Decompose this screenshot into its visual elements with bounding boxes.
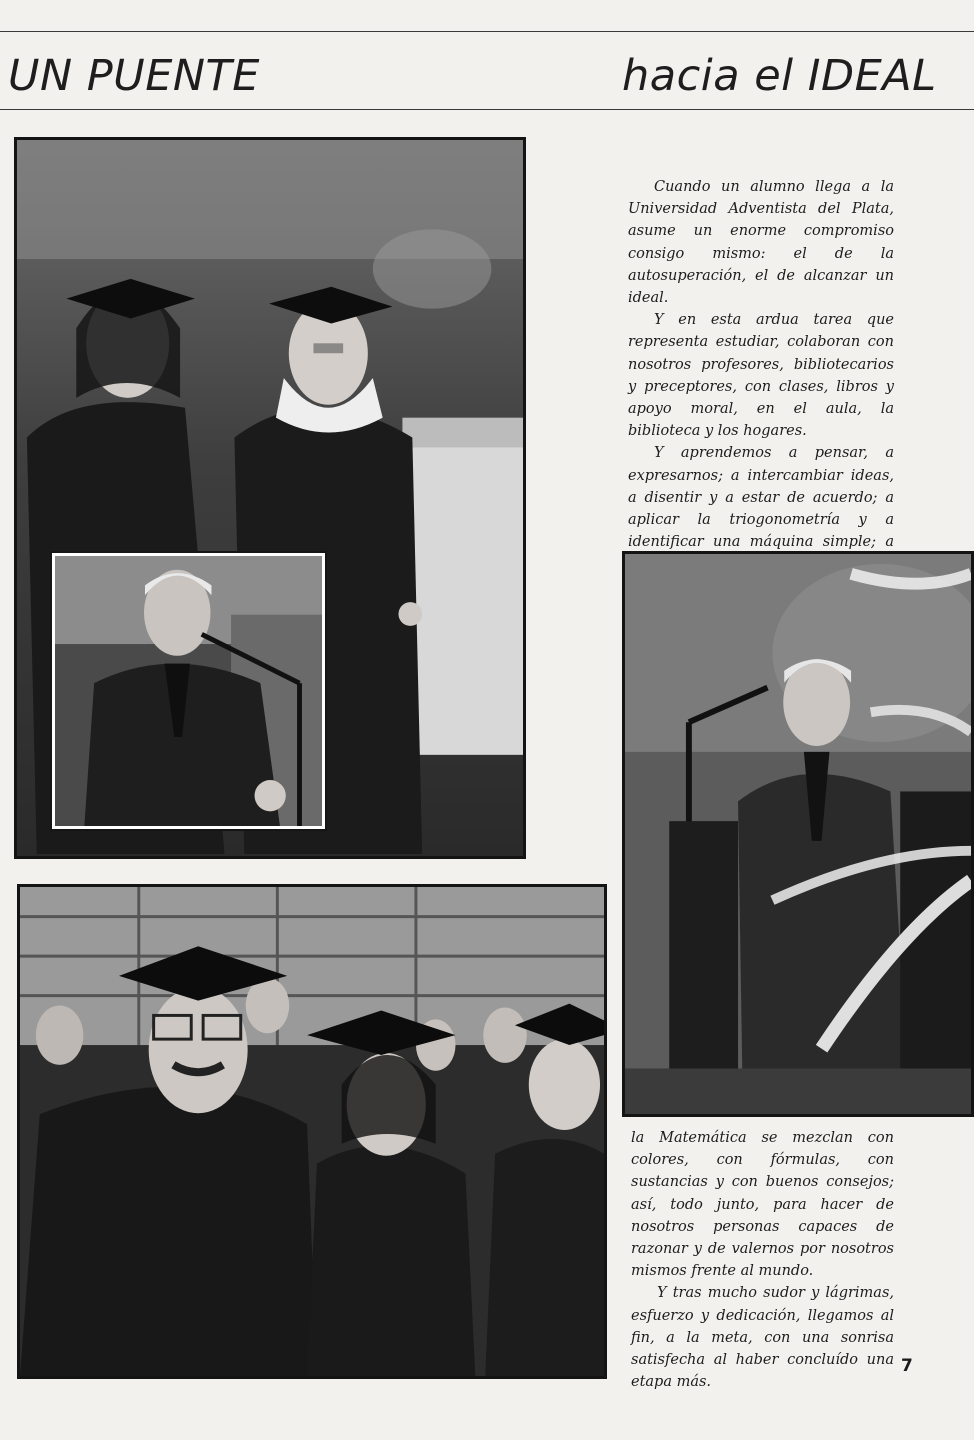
header-bottom-rule [0, 109, 974, 110]
photo-speaker-stage [622, 551, 974, 1117]
paragraph-learning: Y aprendemos a pensar, a expresarnos; a intercambiar ideas, a disentir y a estar de acuerdo; a aplicar la triogonometría y a identificar una máquina simple; a [628, 445, 894, 551]
paragraph-intro: Cuando un alumno llega a la Universidad Adventista del Plata, asume un enorme compromiso consigo mismo: el de la autosuperación, el de alcanzar un ideal. [628, 179, 894, 307]
header-top-rule [0, 31, 974, 32]
paragraph-mathematics: la Matemática se mezclan con colores, con fórmulas, con sustancias y con buenos consejos; así, todo junto, para hacer de nosotros personas capaces de razonar y de valernos por nosotros mismos frente al mundo. [631, 1130, 894, 1280]
page-number: 7 [901, 1356, 913, 1376]
page-title-right: hacia el IDEAL [622, 51, 937, 101]
paragraph-collaboration: Y en esta ardua tarea que representa estudiar, colaboran con nosotros profesores, bibliotecarios y preceptores, con clases, libros y apoyo moral, en el aula, la biblioteca y los hogares. [628, 312, 894, 440]
photo-graduates-group [17, 884, 607, 1379]
paragraph-goal: Y tras mucho sudor y lágrimas, esfuerzo y dedicación, llegamos al fin, a la meta, con una sonrisa satisfecha al haber concluído una etapa más. [631, 1285, 894, 1391]
article-text-bottom [631, 1127, 894, 1393]
page-title-left: UN PUENTE [8, 51, 260, 101]
photo-speaker-inset [52, 553, 325, 829]
